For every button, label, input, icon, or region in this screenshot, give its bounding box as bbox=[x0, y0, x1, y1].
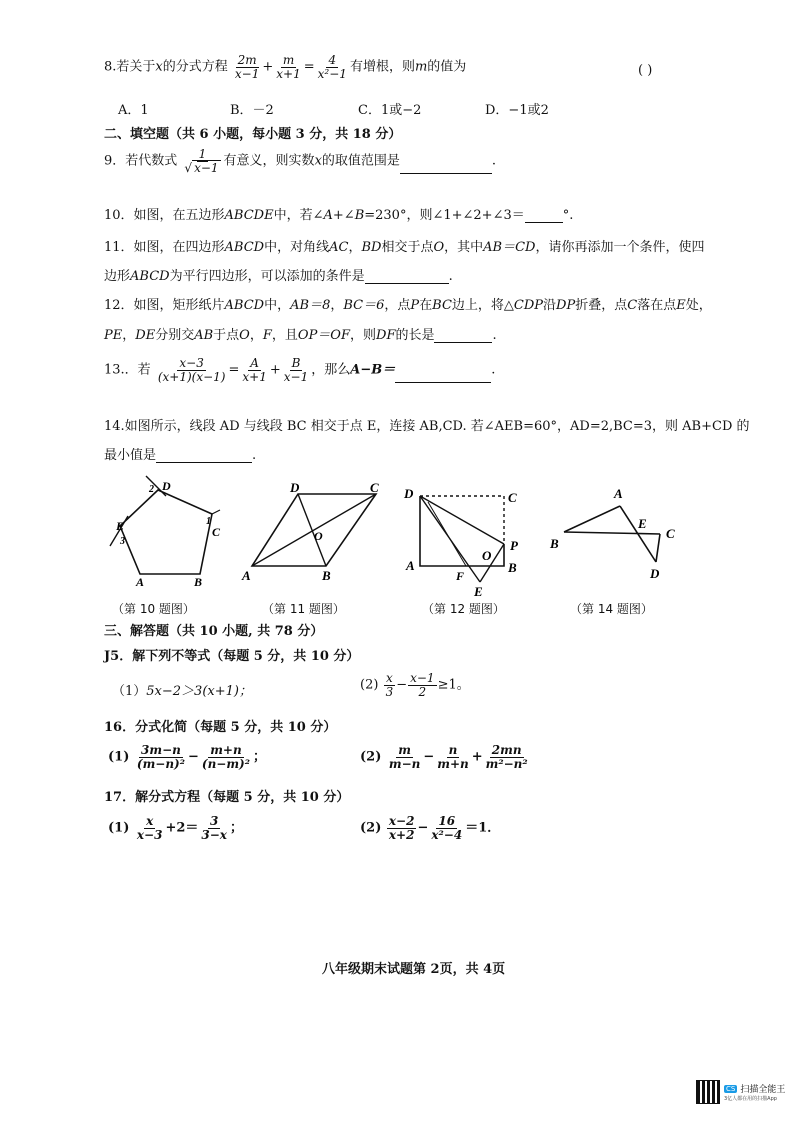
label-E: E bbox=[474, 584, 483, 599]
cs-logo-icon: CS bbox=[726, 1084, 736, 1093]
fraction: $\frac{n}{m+n}$ bbox=[437, 743, 469, 771]
question-17-title: 17．解分式方程（每题 5 分，共 10 分） bbox=[104, 790, 350, 805]
label-E: E bbox=[116, 519, 125, 533]
page-footer: 八年级期末试题第 2页，共 4页 bbox=[322, 962, 506, 977]
label-D: D bbox=[650, 566, 660, 581]
fraction: $\frac{m+n}{\text{(n−m)²}}$ bbox=[201, 743, 250, 771]
label-C: C bbox=[212, 525, 221, 539]
caption-fig-11: （第 11 题图） bbox=[262, 602, 345, 616]
question-16-title: 16．分式化简（每题 5 分，共 10 分） bbox=[104, 720, 337, 735]
fraction: $\frac{A}{x+1}$ bbox=[242, 356, 267, 384]
option-a: A．1 bbox=[118, 103, 149, 118]
scanner-name: 扫描全能王 bbox=[740, 1085, 786, 1095]
question-12-line1: 12．如图，矩形纸片ABCD中，AB＝8，BC＝6，点P在BC边上，将△CDP沿DP折叠，点C落在点E处， bbox=[104, 298, 712, 313]
label-A: A bbox=[242, 568, 251, 583]
label-B: B bbox=[194, 575, 203, 589]
section-heading: 三、解答题（共 10 小题, 共 78 分） bbox=[104, 624, 324, 639]
label-1: 1 bbox=[206, 516, 211, 527]
fraction: $\frac{1}{√ x-1}$ bbox=[184, 147, 219, 175]
caption-fig-14: （第 14 题图） bbox=[570, 602, 653, 616]
question-11-line2: 边形ABCD为平行四边形，可以添加的条件是 . bbox=[104, 269, 453, 284]
scanner-badge bbox=[696, 1080, 785, 1104]
question-16-part1: (1) $\frac{3m-n}{\text{(m−n)²}}$ − $\frac{m+n}{\text{(n−m)²}}$ ； bbox=[108, 743, 266, 771]
question-14-line2: 最小值是 . bbox=[104, 448, 257, 463]
label-C: C bbox=[508, 490, 517, 505]
question-12-line2: PE，DE分别交AB于点O，F，且OP＝OF，则DF的长是 . bbox=[104, 328, 497, 343]
question-16-part2: (2) $\frac{m}{m-n}$ − $\frac{n}{m+n}$ + $\frac{2mn}{\text{m²−n²}}$ bbox=[360, 743, 528, 771]
label-D: D bbox=[404, 486, 414, 501]
answer-blank[interactable] bbox=[395, 368, 491, 383]
figure-12 bbox=[400, 482, 530, 600]
label-O: O bbox=[314, 529, 323, 543]
figure-11 bbox=[240, 480, 390, 590]
label-C: C bbox=[370, 480, 379, 495]
question-15-part1: （1）5x−2＞3(x+1)； bbox=[112, 684, 252, 699]
question-10: 10．如图，在五边形ABCDE中，若∠A+∠B=230°，则∠1+∠2+∠3＝ °. bbox=[104, 208, 574, 223]
fraction: $\frac{x-3}{(x+1)(x-1)}$ bbox=[157, 356, 226, 384]
label-3: 3 bbox=[120, 536, 125, 547]
fraction: $\frac{m}{x+1}$ bbox=[276, 53, 301, 81]
label-C: C bbox=[666, 526, 675, 541]
label-P: P bbox=[510, 538, 518, 553]
fraction: $\frac{4}{\text{x²−1}}$ bbox=[317, 53, 347, 81]
question-14-line1: 14.如图所示，线段 AD 与线段 BC 相交于点 E，连接 AB,CD. 若∠AEB=60°，AD=2,BC=3，则 AB+CD 的 bbox=[104, 419, 750, 434]
option-c: C．1或−2 bbox=[358, 103, 422, 118]
label-E: E bbox=[638, 516, 647, 531]
label-B: B bbox=[550, 536, 559, 551]
option-d: D．−1或2 bbox=[485, 103, 549, 118]
answer-paren: ( ) bbox=[638, 63, 653, 78]
question-8: 8.若关于x的分式方程 $\frac{2m}{x-1}$ + $\frac{m}{x+1}$ = $\frac{4}{\text{x²−1}}$ 有增根，则m的值为 bbox=[104, 53, 467, 81]
fraction: $\frac{2m}{x-1}$ bbox=[234, 53, 260, 81]
label-A: A bbox=[406, 558, 415, 573]
label-O: O bbox=[482, 548, 492, 563]
question-15-title: J5．解下列不等式（每题 5 分，共 10 分） bbox=[104, 649, 360, 664]
question-17-part1: (1) $\frac{x}{x-3}$ +2＝ $\frac{3}{3-x}$ ； bbox=[108, 814, 243, 842]
label-D: D bbox=[290, 480, 300, 495]
fraction: $\frac{m}{m-n}$ bbox=[388, 743, 421, 771]
question-15-part2: (2) $\frac{x}{3}$ − $\frac{x-1}{2}$ ≥1。 bbox=[360, 671, 470, 699]
fraction: $\frac{3m-n}{\text{(m−n)²}}$ bbox=[136, 743, 185, 771]
label-A: A bbox=[614, 486, 623, 501]
fraction: $\frac{3}{3-x}$ bbox=[201, 814, 227, 842]
answer-blank[interactable] bbox=[365, 269, 449, 284]
caption-fig-12: （第 12 题图） bbox=[422, 602, 505, 616]
question-11-line1: 11．如图，在四边形ABCD中，对角线AC，BD相交于点O，其中AB＝CD，请你再添加一个条件，使四 bbox=[104, 240, 705, 255]
answer-blank[interactable] bbox=[156, 448, 252, 463]
scanner-tagline: 3亿人都在用的扫描App bbox=[724, 1096, 777, 1102]
fraction: $\frac{x}{x-3}$ bbox=[136, 814, 163, 842]
fraction: $\frac{x-2}{x+2}$ bbox=[388, 814, 415, 842]
question-13: 13.．若 $\frac{x-3}{(x+1)(x-1)}$ = $\frac{A}{x+1}$ + $\frac{B}{x-1}$ ，那么A−B＝ . bbox=[104, 356, 496, 384]
section-heading: 二、填空题（共 6 小题，每小题 3 分，共 18 分） bbox=[104, 127, 402, 142]
fraction: $\frac{2mn}{\text{m²−n²}}$ bbox=[485, 743, 528, 771]
answer-blank[interactable] bbox=[400, 159, 492, 174]
qr-code-icon bbox=[696, 1080, 720, 1104]
label-2: 2 bbox=[149, 484, 154, 495]
figure-10 bbox=[106, 474, 226, 594]
fraction: $\frac{x-1}{2}$ bbox=[410, 671, 435, 699]
answer-blank[interactable] bbox=[434, 328, 492, 343]
label-F: F bbox=[456, 569, 465, 583]
answer-blank[interactable] bbox=[525, 208, 563, 223]
label-D: D bbox=[162, 479, 171, 493]
question-17-part2: (2) $\frac{x-2}{x+2}$ − $\frac{16}{\text{x²−4}}$ ＝1． bbox=[360, 814, 501, 842]
label-B: B bbox=[322, 568, 331, 583]
caption-fig-10: （第 10 题图） bbox=[112, 602, 195, 616]
fraction: $\frac{x}{3}$ bbox=[385, 671, 394, 699]
label-A: A bbox=[136, 575, 145, 589]
figure-14 bbox=[546, 482, 686, 582]
label-B: B bbox=[508, 560, 517, 575]
option-b: B．－2 bbox=[230, 103, 274, 118]
fraction: $\frac{16}{\text{x²−4}}$ bbox=[431, 814, 463, 842]
question-9: 9．若代数式 $\frac{1}{√ x-1}$ 有意义，则实数x的取值范围是 . bbox=[104, 147, 497, 175]
fraction: $\frac{B}{x-1}$ bbox=[283, 356, 309, 384]
